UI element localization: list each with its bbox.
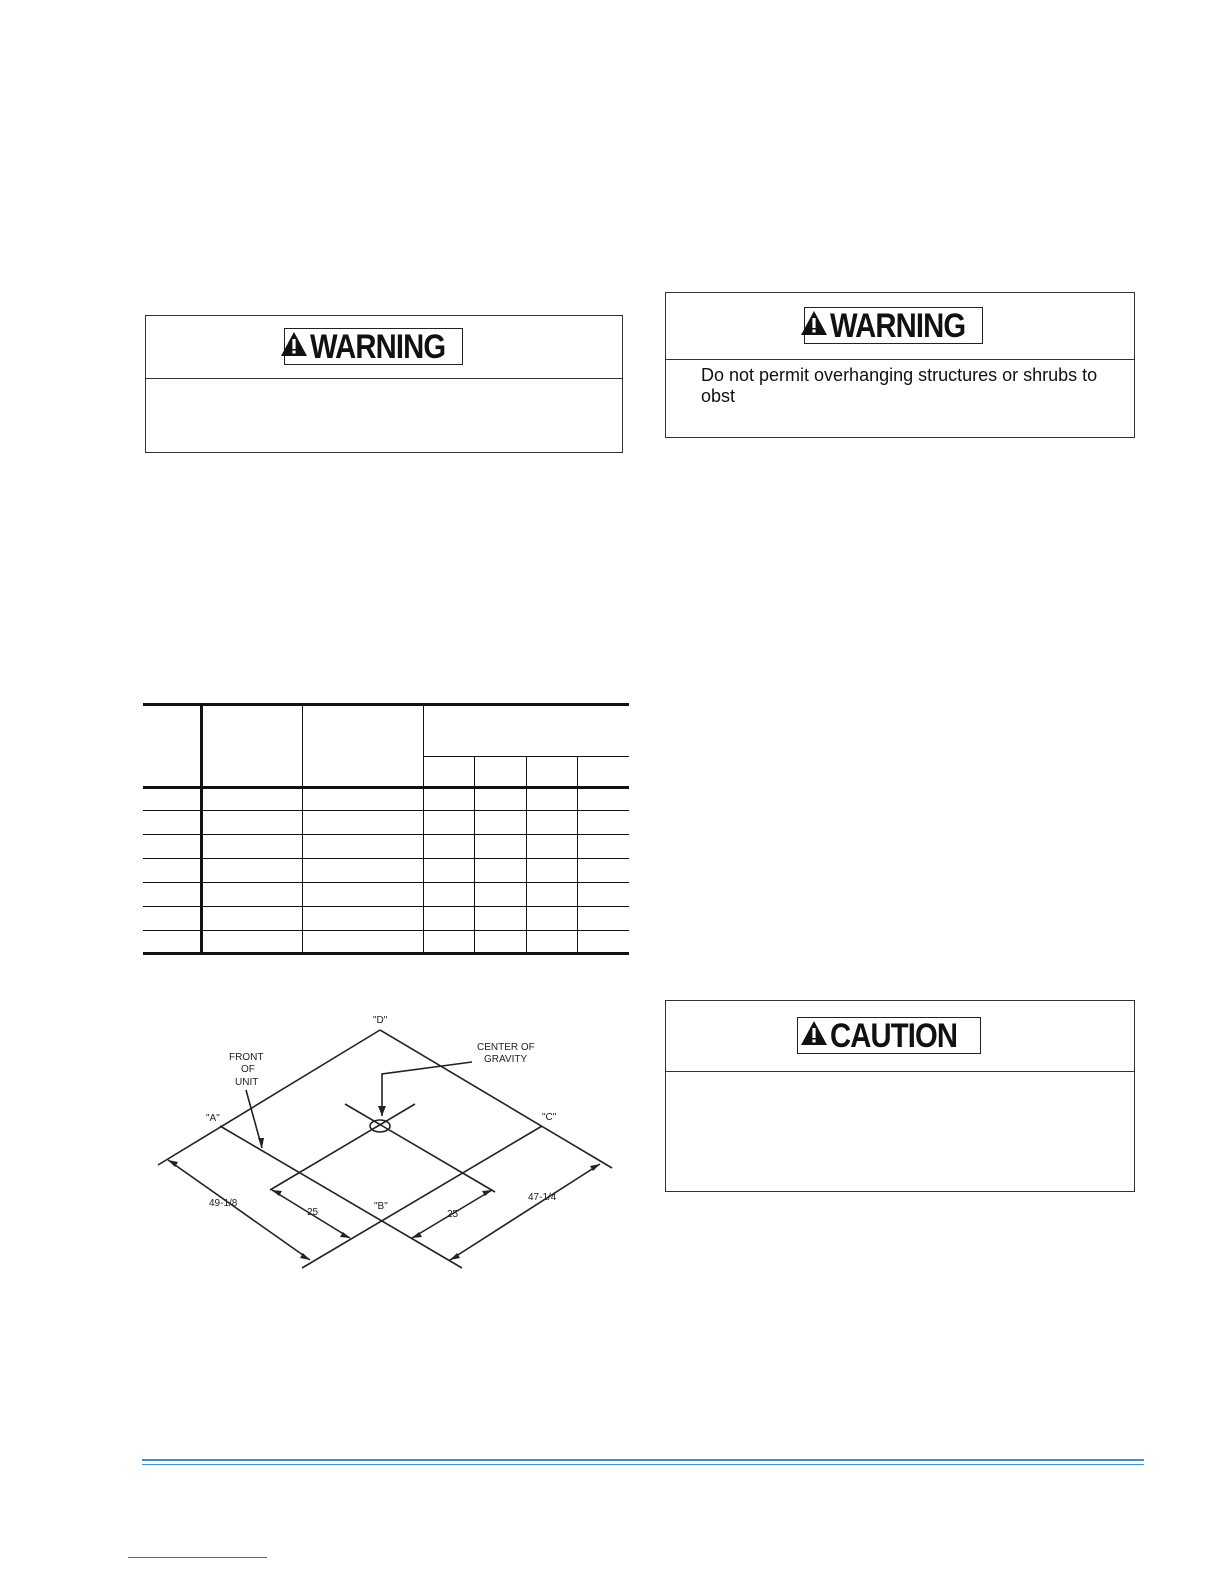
front-of-unit-line-3: UNIT: [235, 1077, 259, 1088]
corner-d-label: "D": [373, 1015, 388, 1026]
center-of-gravity-line-2: GRAVITY: [484, 1054, 528, 1065]
table-row-rule: [143, 906, 629, 907]
caution-label: CAUTION: [830, 1016, 958, 1055]
table-row-rule: [143, 810, 629, 811]
right-warning-label: WARNING: [829, 306, 966, 345]
table-row-rule: [143, 858, 629, 859]
caution-badge: [797, 1017, 981, 1054]
dimension-left-label: 49-1/8: [209, 1198, 238, 1209]
dimension-inner-left-label: 25: [307, 1207, 319, 1218]
warning-triangle-icon: [800, 310, 828, 341]
corner-b-label: "B": [374, 1201, 388, 1212]
table-bottom-rule: [143, 952, 629, 955]
footer-link-underline[interactable]: [128, 1557, 267, 1558]
table-header-rule: [143, 786, 629, 789]
center-of-gravity-marker: [370, 1120, 390, 1132]
front-of-unit-line-2: OF: [241, 1064, 255, 1075]
table-top-rule: [143, 703, 629, 706]
warning-triangle-icon: [280, 331, 308, 362]
table-col-divider: [474, 756, 475, 955]
arrowhead: [378, 1106, 386, 1116]
table-row-rule: [143, 930, 629, 931]
table-row-rule: [143, 882, 629, 883]
table-col-divider: [302, 703, 303, 955]
dimension-inner-right-label: 25: [447, 1209, 459, 1220]
right-warning-header: [666, 293, 1134, 360]
dimension-line: [168, 1160, 310, 1260]
cg-axis-line: [345, 1104, 495, 1192]
warning-triangle-icon: [800, 1020, 828, 1051]
caution-header: [666, 1001, 1134, 1072]
center-of-gravity-diagram: [150, 1008, 620, 1270]
right-warning-text: Do not permit overhanging structures or shrubs to obst: [701, 365, 1098, 406]
right-warning-badge: [804, 307, 983, 344]
center-of-gravity-line-1: CENTER OF: [477, 1042, 535, 1053]
corner-a-label: "A": [206, 1113, 220, 1124]
left-warning-badge: [284, 328, 463, 365]
table-col-divider: [526, 756, 527, 955]
left-warning-box: [145, 315, 623, 453]
footer-rule-thin: [142, 1464, 1144, 1465]
cg-leader-line: [382, 1062, 472, 1116]
outline-edge: [302, 1126, 542, 1268]
left-warning-header: [146, 316, 622, 379]
cg-axis-line: [270, 1104, 415, 1190]
dimension-right-label: 47-1/4: [528, 1192, 557, 1203]
footer-rule: [142, 1459, 1144, 1461]
table-first-col-divider: [200, 703, 203, 955]
front-of-unit-line-1: FRONT: [229, 1052, 264, 1063]
table-row-rule: [143, 834, 629, 835]
caution-box: [665, 1000, 1135, 1192]
left-warning-label: WARNING: [309, 327, 446, 366]
table-col-divider: [577, 756, 578, 955]
right-warning-box: [665, 292, 1135, 438]
table-col-divider: [423, 703, 424, 955]
corner-c-label: "C": [542, 1112, 557, 1123]
